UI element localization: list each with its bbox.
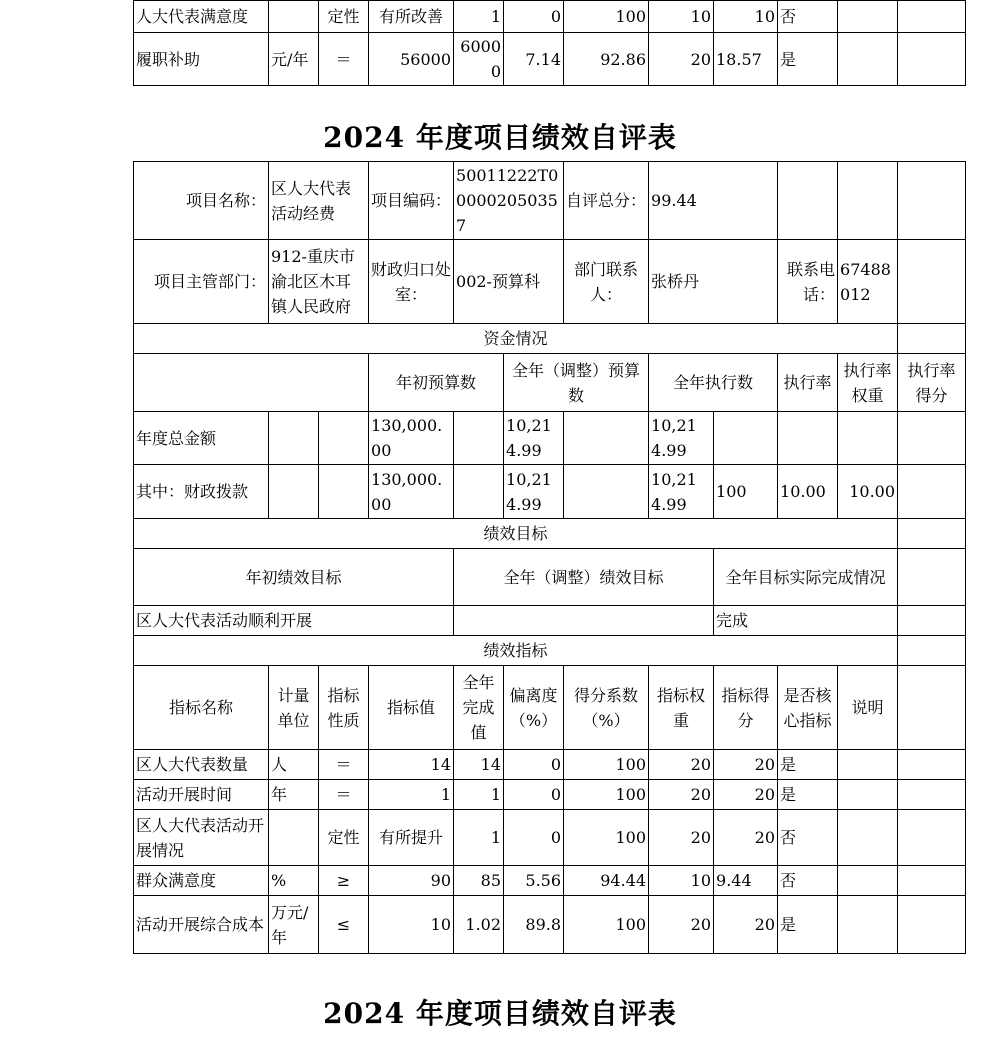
indicator-nature: ≥ — [319, 866, 369, 896]
project-name-value: 区人大代表活动经费 — [269, 162, 369, 240]
col-actual: 全年完成值 — [454, 666, 504, 750]
indicator-weight: 20 — [649, 896, 714, 954]
indicator-weight: 20 — [649, 780, 714, 810]
indicator-actual: 14 — [454, 750, 504, 780]
empty-cell — [898, 666, 966, 750]
funds-score: 10.00 — [838, 465, 898, 519]
col-core: 是否核心指标 — [778, 666, 838, 750]
table-row — [134, 896, 966, 954]
indicator-unit: 元/年 — [269, 33, 319, 86]
indicator-score: 20 — [714, 780, 778, 810]
funds-section-title: 资金情况 — [134, 324, 898, 354]
funds-row-label: 其中：财政拨款 — [134, 465, 269, 519]
indicator-target: 90 — [369, 866, 454, 896]
page-title: 2024 年度项目绩效自评表 — [323, 121, 677, 154]
empty-cell — [898, 162, 966, 240]
empty-cell — [898, 896, 966, 954]
funds-initial: 130,000.00 — [369, 412, 454, 465]
indicator-coef: 100 — [564, 750, 649, 780]
goals-adjusted-value — [454, 606, 714, 636]
indicator-weight: 10 — [649, 1, 714, 33]
col-unit: 计量单位 — [269, 666, 319, 750]
dept-label: 项目主管部门： — [134, 240, 269, 324]
empty-cell — [898, 519, 966, 549]
funds-col-weight: 执行率权重 — [838, 354, 898, 412]
table-row — [134, 810, 966, 866]
indicator-coef: 100 — [564, 896, 649, 954]
phone-value: 67488012 — [838, 240, 898, 324]
goals-col-initial: 年初绩效目标 — [134, 549, 454, 606]
finance-label: 财政归口处室： — [369, 240, 454, 324]
funds-initial: 130,000.00 — [369, 465, 454, 519]
indicator-deviation: 0 — [504, 780, 564, 810]
funds-rate: 100 — [714, 465, 778, 519]
indicator-target: 有所改善 — [369, 1, 454, 33]
empty-cell — [564, 465, 649, 519]
indicator-core: 否 — [778, 866, 838, 896]
table-row — [134, 465, 966, 519]
funds-executed: 10,214.99 — [649, 465, 714, 519]
funds-adjusted: 10,214.99 — [504, 465, 564, 519]
indicator-weight: 10 — [649, 866, 714, 896]
indicator-deviation: 7.14 — [504, 33, 564, 86]
indicator-name: 群众满意度 — [134, 866, 269, 896]
indicator-deviation: 5.56 — [504, 866, 564, 896]
indicator-note — [838, 1, 898, 33]
indicator-score: 9.44 — [714, 866, 778, 896]
project-code-label: 项目编码： — [369, 162, 454, 240]
indicator-unit: 年 — [269, 780, 319, 810]
col-name: 指标名称 — [134, 666, 269, 750]
indicator-nature: ≤ — [319, 896, 369, 954]
indicator-actual: 1 — [454, 1, 504, 33]
empty-cell — [898, 465, 966, 519]
header-row — [134, 240, 966, 324]
indicator-actual: 60000 — [454, 33, 504, 86]
indicator-coef: 94.44 — [564, 866, 649, 896]
indicators-section-title: 绩效指标 — [134, 636, 898, 666]
indicator-unit: 人 — [269, 750, 319, 780]
empty-cell — [898, 1, 966, 33]
empty-cell — [898, 780, 966, 810]
indicator-core: 否 — [778, 810, 838, 866]
indicator-weight: 20 — [649, 750, 714, 780]
indicator-score: 18.57 — [714, 33, 778, 86]
funds-col-rate: 执行率 — [778, 354, 838, 412]
indicator-nature: ＝ — [319, 750, 369, 780]
goals-col-actual: 全年目标实际完成情况 — [714, 549, 898, 606]
indicators-header-row — [134, 666, 966, 750]
indicator-target: 14 — [369, 750, 454, 780]
indicator-unit: 万元/年 — [269, 896, 319, 954]
empty-cell — [778, 162, 838, 240]
indicator-actual: 85 — [454, 866, 504, 896]
indicator-deviation: 0 — [504, 810, 564, 866]
empty-cell — [898, 412, 966, 465]
indicator-core: 是 — [778, 750, 838, 780]
project-code-value: 50011222T000002050357 — [454, 162, 564, 240]
goals-header-row — [134, 549, 966, 606]
funds-score — [838, 412, 898, 465]
funds-adjusted: 10,214.99 — [504, 412, 564, 465]
goals-initial-value: 区人大代表活动顺利开展 — [134, 606, 454, 636]
empty-cell — [898, 606, 966, 636]
empty-cell — [134, 354, 369, 412]
empty-cell — [898, 240, 966, 324]
indicator-name: 活动开展综合成本 — [134, 896, 269, 954]
indicator-nature: 定性 — [319, 810, 369, 866]
indicator-unit — [269, 810, 319, 866]
funds-rate — [714, 412, 778, 465]
funds-row-label: 年度总金额 — [134, 412, 269, 465]
col-nature: 指标性质 — [319, 666, 369, 750]
empty-cell — [269, 412, 319, 465]
self-score-value: 99.44 — [649, 162, 778, 240]
empty-cell — [898, 636, 966, 666]
col-weight: 指标权重 — [649, 666, 714, 750]
empty-cell — [898, 810, 966, 866]
indicator-target: 56000 — [369, 33, 454, 86]
indicator-weight: 20 — [649, 33, 714, 86]
indicator-deviation: 89.8 — [504, 896, 564, 954]
table-row — [134, 780, 966, 810]
empty-cell — [898, 324, 966, 354]
indicator-core: 否 — [778, 1, 838, 33]
funds-executed: 10,214.99 — [649, 412, 714, 465]
indicator-name: 履职补助 — [134, 33, 269, 86]
indicator-coef: 100 — [564, 810, 649, 866]
header-row — [134, 162, 966, 240]
funds-col-score: 执行率得分 — [898, 354, 966, 412]
table-row — [134, 750, 966, 780]
indicator-note — [838, 750, 898, 780]
finance-value: 002-预算科 — [454, 240, 564, 324]
funds-header-row — [134, 354, 966, 412]
empty-cell — [564, 412, 649, 465]
contact-value: 张桥丹 — [649, 240, 778, 324]
indicator-score: 20 — [714, 896, 778, 954]
indicator-score: 10 — [714, 1, 778, 33]
section-row — [134, 519, 966, 549]
indicator-note — [838, 780, 898, 810]
funds-weight: 10.00 — [778, 465, 838, 519]
empty-cell — [454, 412, 504, 465]
col-target: 指标值 — [369, 666, 454, 750]
indicator-coef: 100 — [564, 1, 649, 33]
goals-col-adjusted: 全年（调整）绩效目标 — [454, 549, 714, 606]
previous-indicator-table — [133, 0, 966, 86]
table-row — [134, 606, 966, 636]
empty-cell — [269, 465, 319, 519]
empty-cell — [898, 750, 966, 780]
indicator-note — [838, 810, 898, 866]
indicator-name: 区人大代表活动开展情况 — [134, 810, 269, 866]
next-page-title: 2024 年度项目绩效自评表 — [323, 997, 677, 1030]
indicator-note — [838, 896, 898, 954]
indicator-score: 20 — [714, 750, 778, 780]
indicator-core: 是 — [778, 780, 838, 810]
empty-cell — [838, 162, 898, 240]
indicator-weight: 20 — [649, 810, 714, 866]
indicator-coef: 92.86 — [564, 33, 649, 86]
indicator-deviation: 0 — [504, 1, 564, 33]
table-row — [134, 866, 966, 896]
funds-col-adjusted: 全年（调整）预算数 — [504, 354, 649, 412]
indicator-actual: 1.02 — [454, 896, 504, 954]
indicator-coef: 100 — [564, 780, 649, 810]
funds-weight — [778, 412, 838, 465]
indicator-target: 有所提升 — [369, 810, 454, 866]
empty-cell — [319, 465, 369, 519]
col-score: 指标得分 — [714, 666, 778, 750]
indicator-name: 人大代表满意度 — [134, 1, 269, 33]
self-score-label: 自评总分： — [564, 162, 649, 240]
indicator-actual: 1 — [454, 810, 504, 866]
project-name-label: 项目名称： — [134, 162, 269, 240]
indicator-target: 10 — [369, 896, 454, 954]
col-note: 说明 — [838, 666, 898, 750]
indicator-nature: ＝ — [319, 33, 369, 86]
section-row — [134, 636, 966, 666]
col-deviation: 偏离度（%） — [504, 666, 564, 750]
contact-label: 部门联系人： — [564, 240, 649, 324]
indicator-actual: 1 — [454, 780, 504, 810]
col-coef: 得分系数（%） — [564, 666, 649, 750]
table-row — [134, 412, 966, 465]
phone-label: 联系电话： — [778, 240, 838, 324]
dept-value: 912-重庆市渝北区木耳镇人民政府 — [269, 240, 369, 324]
indicator-note — [838, 33, 898, 86]
goals-section-title: 绩效目标 — [134, 519, 898, 549]
indicator-unit — [269, 1, 319, 33]
table-row — [134, 1, 966, 33]
indicator-deviation: 0 — [504, 750, 564, 780]
empty-cell — [454, 465, 504, 519]
indicator-unit: % — [269, 866, 319, 896]
indicator-nature: ＝ — [319, 780, 369, 810]
empty-cell — [898, 33, 966, 86]
funds-col-executed: 全年执行数 — [649, 354, 778, 412]
indicator-target: 1 — [369, 780, 454, 810]
funds-col-initial: 年初预算数 — [369, 354, 504, 412]
empty-cell — [898, 866, 966, 896]
indicator-core: 是 — [778, 33, 838, 86]
indicator-core: 是 — [778, 896, 838, 954]
indicator-name: 活动开展时间 — [134, 780, 269, 810]
indicator-score: 20 — [714, 810, 778, 866]
section-row — [134, 324, 966, 354]
goals-actual-value: 完成 — [714, 606, 898, 636]
indicator-note — [838, 866, 898, 896]
empty-cell — [898, 549, 966, 606]
self-evaluation-table — [133, 161, 966, 954]
indicator-name: 区人大代表数量 — [134, 750, 269, 780]
indicator-nature: 定性 — [319, 1, 369, 33]
empty-cell — [319, 412, 369, 465]
table-row — [134, 33, 966, 86]
